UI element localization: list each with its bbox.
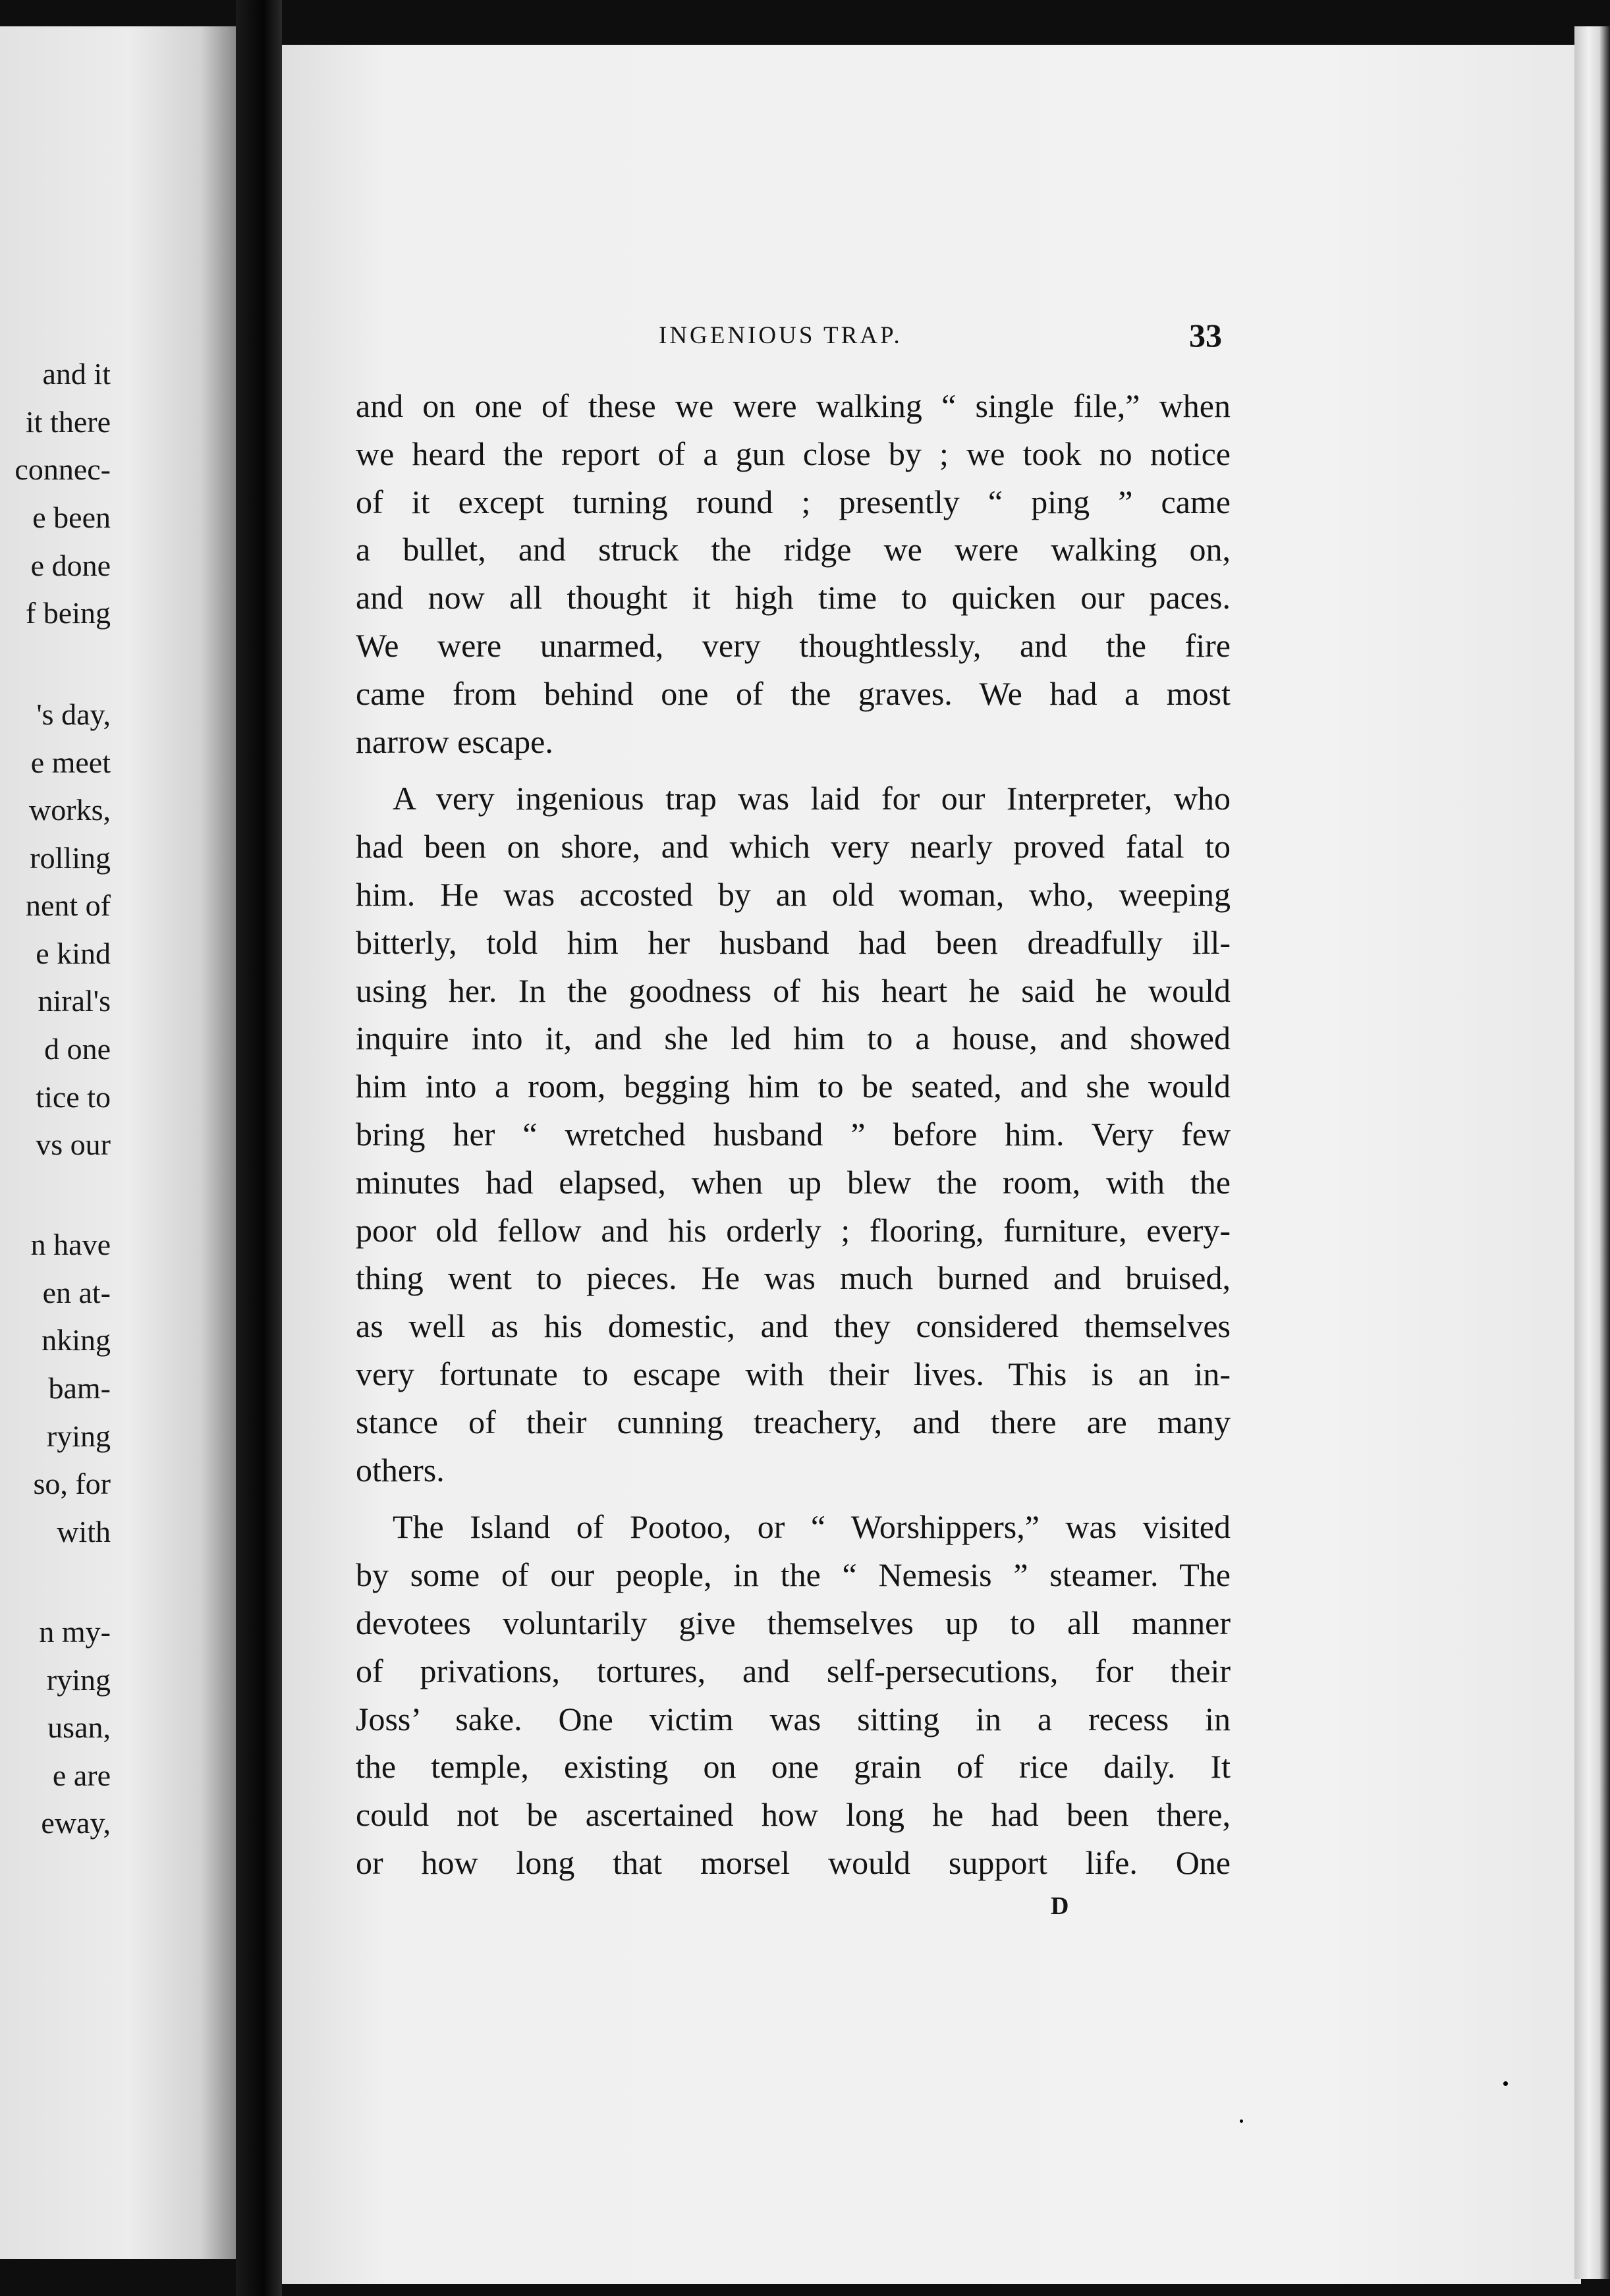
text-line: of privations, tortures, and self-persecutions, for their <box>356 1652 1231 1689</box>
left-page-line: tice to <box>36 1080 111 1114</box>
left-page-line: e are <box>52 1759 111 1792</box>
text-line: him. He was accosted by an old woman, who, weeping <box>356 875 1231 913</box>
signature-mark: D <box>1051 1892 1069 1920</box>
left-page-line: f being <box>25 596 111 630</box>
text-line: inquire into it, and she led him to a house, and showed <box>356 1020 1231 1057</box>
text-line: poor old fellow and his orderly ; flooring, furniture, every- <box>356 1211 1231 1249</box>
text-line: thing went to pieces. He was much burned and bruised, <box>356 1259 1231 1297</box>
left-page-line: bam- <box>48 1371 111 1405</box>
text-line: others. <box>356 1451 445 1489</box>
left-page-line: rolling <box>30 841 111 875</box>
left-page-line: connec- <box>14 452 111 486</box>
left-page-line: en at- <box>42 1276 111 1309</box>
text-line: A very ingenious trap was laid for our Interpreter, who <box>393 780 1231 817</box>
left-page-line: rying <box>46 1663 111 1697</box>
left-page-line: nent of <box>25 888 111 922</box>
text-line: bring her “ wretched husband ” before him. Very few <box>356 1115 1231 1153</box>
text-line: bitterly, told him her husband had been dreadfully ill- <box>356 923 1231 961</box>
text-line: The Island of Pootoo, or “ Worshippers,” was visited <box>393 1508 1231 1546</box>
text-line: very fortunate to escape with their lives. This is an in- <box>356 1355 1231 1392</box>
text-line: We were unarmed, very thoughtlessly, and the fire <box>356 626 1231 664</box>
left-page-line: works, <box>29 793 111 827</box>
left-page-line: and it <box>42 357 111 391</box>
left-page-line: e done <box>30 549 111 582</box>
text-line: him into a room, begging him to be seated, and she would <box>356 1068 1231 1105</box>
text-line: Joss’ sake. One victim was sitting in a recess in <box>356 1700 1231 1737</box>
text-line: came from behind one of the graves. We had a most <box>356 674 1231 712</box>
scan-speck <box>1240 2119 1243 2123</box>
page-number: 33 <box>1189 317 1222 354</box>
text-line: or how long that morsel would support life. One <box>356 1844 1231 1881</box>
left-page-line: niral's <box>38 984 111 1018</box>
text-line: of it except turning round ; presently “ ping ” came <box>356 483 1231 520</box>
text-line: by some of our people, in the “ Nemesis ” steamer. The <box>356 1556 1231 1594</box>
running-head: INGENIOUS TRAP. <box>659 322 902 349</box>
left-page-line: usan, <box>47 1710 111 1744</box>
text-line: we heard the report of a gun close by ; we took no notice <box>356 435 1231 472</box>
left-page-line: with <box>57 1515 111 1548</box>
left-page-line: 's day, <box>36 697 111 731</box>
text-line: a bullet, and struck the ridge we were walking on, <box>356 531 1231 568</box>
text-line: and on one of these we were walking “ single file,” when <box>356 387 1231 424</box>
book-gutter <box>236 0 282 2296</box>
text-line: narrow escape. <box>356 723 553 760</box>
left-page-line: so, for <box>33 1467 111 1500</box>
left-page-line: d one <box>44 1032 111 1066</box>
text-line: minutes had elapsed, when up blew the room, with the <box>356 1163 1231 1201</box>
text-line: stance of their cunning treachery, and there are many <box>356 1403 1231 1440</box>
text-line: and now all thought it high time to quicken our paces. <box>356 579 1231 616</box>
body-text <box>356 382 1231 1887</box>
text-line: could not be ascertained how long he had been there, <box>356 1796 1231 1834</box>
text-line: as well as his domestic, and they considered themselves <box>356 1307 1231 1345</box>
text-line: the temple, existing on one grain of rice daily. It <box>356 1748 1231 1786</box>
left-page-line: n my- <box>39 1615 111 1649</box>
left-page-line: e meet <box>30 746 111 779</box>
left-page-line: vs our <box>36 1128 111 1161</box>
left-page-line: rying <box>46 1419 111 1453</box>
left-page-line: e been <box>32 501 111 534</box>
text-line: using her. In the goodness of his heart he said he would <box>356 971 1231 1009</box>
left-page-line: eway, <box>41 1806 111 1840</box>
text-line: devotees voluntarily give themselves up to all manner <box>356 1604 1231 1641</box>
scan-speck <box>1503 2081 1508 2086</box>
page-edge <box>1574 26 1610 2279</box>
left-page-line: nking <box>42 1323 111 1357</box>
left-page-line: it there <box>26 405 111 439</box>
left-page-line: n have <box>30 1228 111 1261</box>
text-line: had been on shore, and which very nearly proved fatal to <box>356 828 1231 865</box>
left-facing-page <box>0 26 236 2259</box>
left-page-line: e kind <box>36 937 111 970</box>
